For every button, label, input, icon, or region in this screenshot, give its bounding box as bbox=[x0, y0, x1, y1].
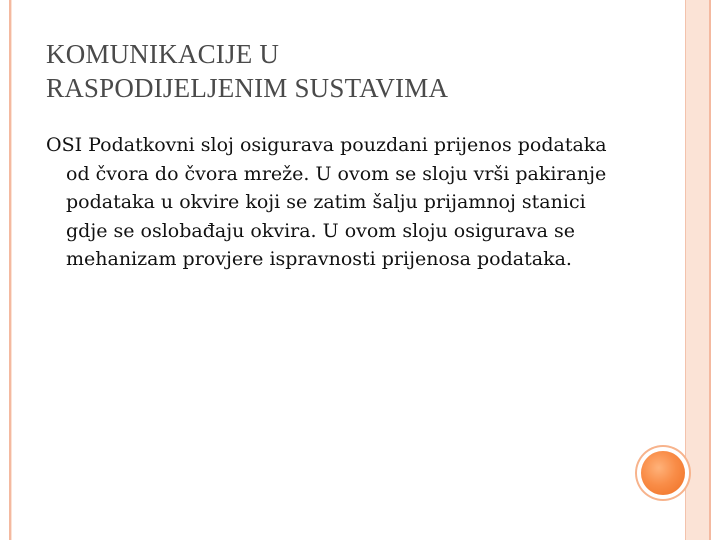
body-paragraph: OSI Podatkovni sloj osigurava pouzdani prijenos podataka od čvora do čvora mreže. U ovom se sloju vrši pakiranje podataka u okvire koji se zatim šalju prijamnoj stanici gdje se oslobađaju okvira. U ovom sloju osigurava se mehanizam provjere ispravnosti prijenosa podataka. bbox=[46, 134, 607, 270]
right-border-line bbox=[709, 0, 711, 540]
left-border-line bbox=[9, 0, 11, 540]
title-line-1: KOMUNIKACIJE U bbox=[46, 39, 280, 69]
decorative-orb-icon bbox=[641, 451, 685, 495]
slide-title bbox=[46, 37, 646, 105]
title-line-2: RASPODIJELJENIM SUSTAVIMA bbox=[46, 73, 449, 103]
